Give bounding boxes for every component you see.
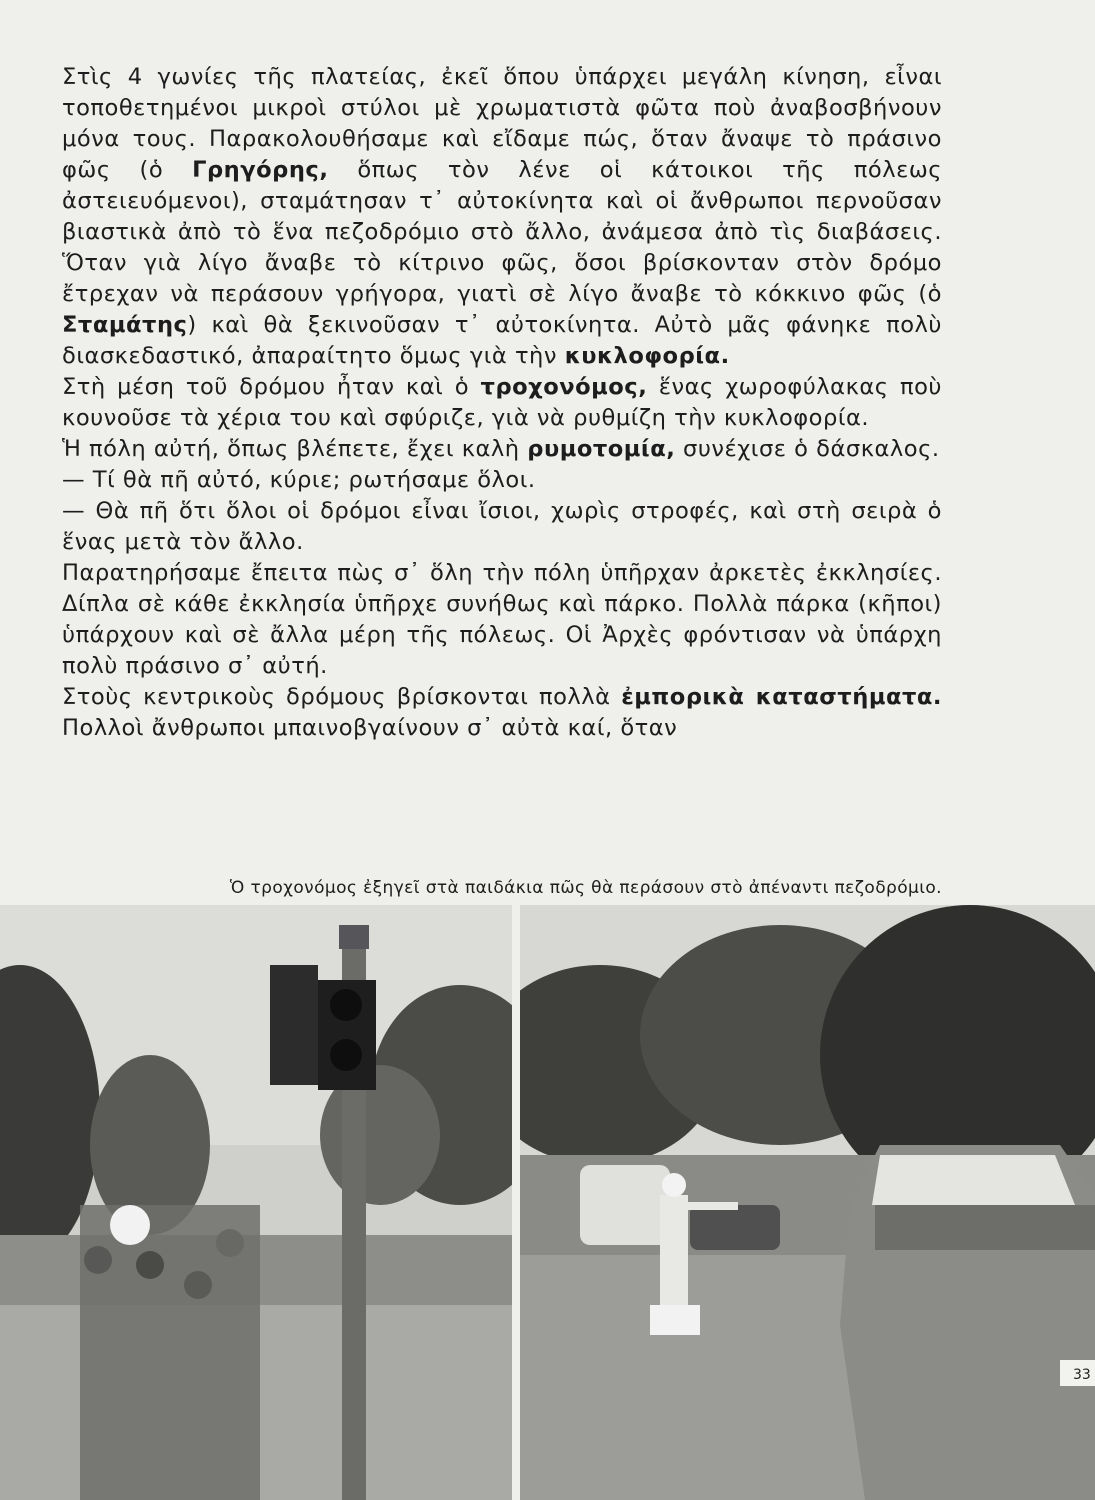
text-run: — Θὰ πῆ ὅτι ὅλοι οἱ δρόμοι εἶναι ἴσιοι, χωρὶς στροφές, καὶ στὴ σειρὰ ὁ ἕνας μετὰ τὸν ἄλλο. <box>62 498 942 555</box>
body-text <box>62 62 942 744</box>
photo-traffic-light-children <box>0 905 512 1500</box>
paragraph <box>62 682 942 744</box>
bold-term: ἐμπορικὰ καταστήματα. <box>621 684 942 710</box>
text-run: Στὶς 4 γωνίες τῆς πλατείας, ἐκεῖ ὅπου ὑπάρχει μεγάλη κίνηση, εἶναι τοποθετημένοι μικροὶ στύλοι μὲ χρωματιστὰ φῶτα ποὺ ἀναβοσβήνουν μόνα τους. Παρακολουθήσαμε καὶ εἴδαμε πώς, ὅταν ἄναψε τὸ πράσινο φῶς (ὁ <box>62 64 942 183</box>
bold-term: Γρηγόρης, <box>192 157 329 183</box>
photo-traffic-officer <box>520 905 1095 1500</box>
photo-strip <box>0 905 1095 1500</box>
text-run: Παρατηρήσαμε ἔπειτα πὼς σ᾽ ὅλη τὴν πόλη ὑπῆρχαν ἀρκετὲς ἐκκλησίες. Δίπλα σὲ κάθε ἐκκλησία ὑπῆρχε συνήθως καὶ πάρκο. Πολλὰ πάρκα (κῆποι) ὑπάρχουν καὶ σὲ ἄλλα μέρη τῆς πόλεως. Οἱ Ἀρχὲς φρόντισαν νὰ ὑπάρχη πολὺ πράσινο σ᾽ αὐτή. <box>62 560 942 679</box>
text-run: συνέχισε ὁ δάσκαλος. <box>675 436 940 462</box>
text-run: Πολλοὶ ἄνθρωποι μπαινοβγαίνουν σ᾽ αὐτὰ καί, ὅταν <box>62 715 678 741</box>
text-run: ὅπως τὸν λένε οἱ κάτοικοι τῆς πόλεως ἀστειευόμενοι), σταμάτησαν τ᾽ αὐτοκίνητα καὶ οἱ ἄνθρωποι περνοῦσαν βιαστικὰ ἀπὸ τὸ ἕνα πεζοδρόμιο στὸ ἄλλο, ἀνάμεσα ἀπὸ τὶς διαβάσεις. Ὅταν γιὰ λίγο ἄναβε τὸ κίτρινο φῶς, ὅσοι βρίσκονταν στὸν δρόμο ἔτρεχαν νὰ περάσουν γρήγορα, γιατὶ σὲ λίγο ἄναβε τὸ κόκκινο φῶς (ὁ <box>62 157 942 307</box>
text-run: Ἡ πόλη αὐτή, ὅπως βλέπετε, ἔχει καλὴ <box>62 436 528 462</box>
bold-term: τροχονόμος, <box>480 374 648 400</box>
paragraph <box>62 372 942 434</box>
paragraph <box>62 62 942 372</box>
photo-caption: Ὁ τροχονόμος ἐξηγεῖ στὰ παιδάκια πῶς θὰ περάσουν στὸ ἀπέναντι πεζοδρόμιο. <box>229 878 942 898</box>
license-plate-text: 33 <box>1073 1367 1091 1383</box>
paragraph <box>62 434 942 465</box>
text-run: — Τί θὰ πῆ αὐτό, κύριε; ρωτήσαμε ὅλοι. <box>62 467 536 493</box>
text-run: ἕνας χωροφύλακας ποὺ κουνοῦσε τὰ χέρια του καὶ σφύριζε, γιὰ νὰ ρυθμίζη τὴν κυκλοφορία. <box>62 374 942 431</box>
text-run: ) καὶ θὰ ξεκινοῦσαν τ᾽ αὐτοκίνητα. Αὐτὸ μᾶς φάνηκε πολὺ διασκεδαστικό, ἀπαραίτητο ὅμως γιὰ τὴν <box>62 312 942 369</box>
paragraph <box>62 465 942 496</box>
text-run: Στὴ μέση τοῦ δρόμου ἦταν καὶ ὁ <box>62 374 481 400</box>
bold-term: ρυμοτομία, <box>527 436 676 462</box>
bold-term: κυκλοφορία. <box>564 343 730 369</box>
paragraph <box>62 496 942 558</box>
paragraph <box>62 558 942 682</box>
bold-term: Σταμάτης <box>62 312 188 338</box>
text-run: Στοὺς κεντρικοὺς δρόμους βρίσκονται πολλὰ <box>62 684 622 710</box>
